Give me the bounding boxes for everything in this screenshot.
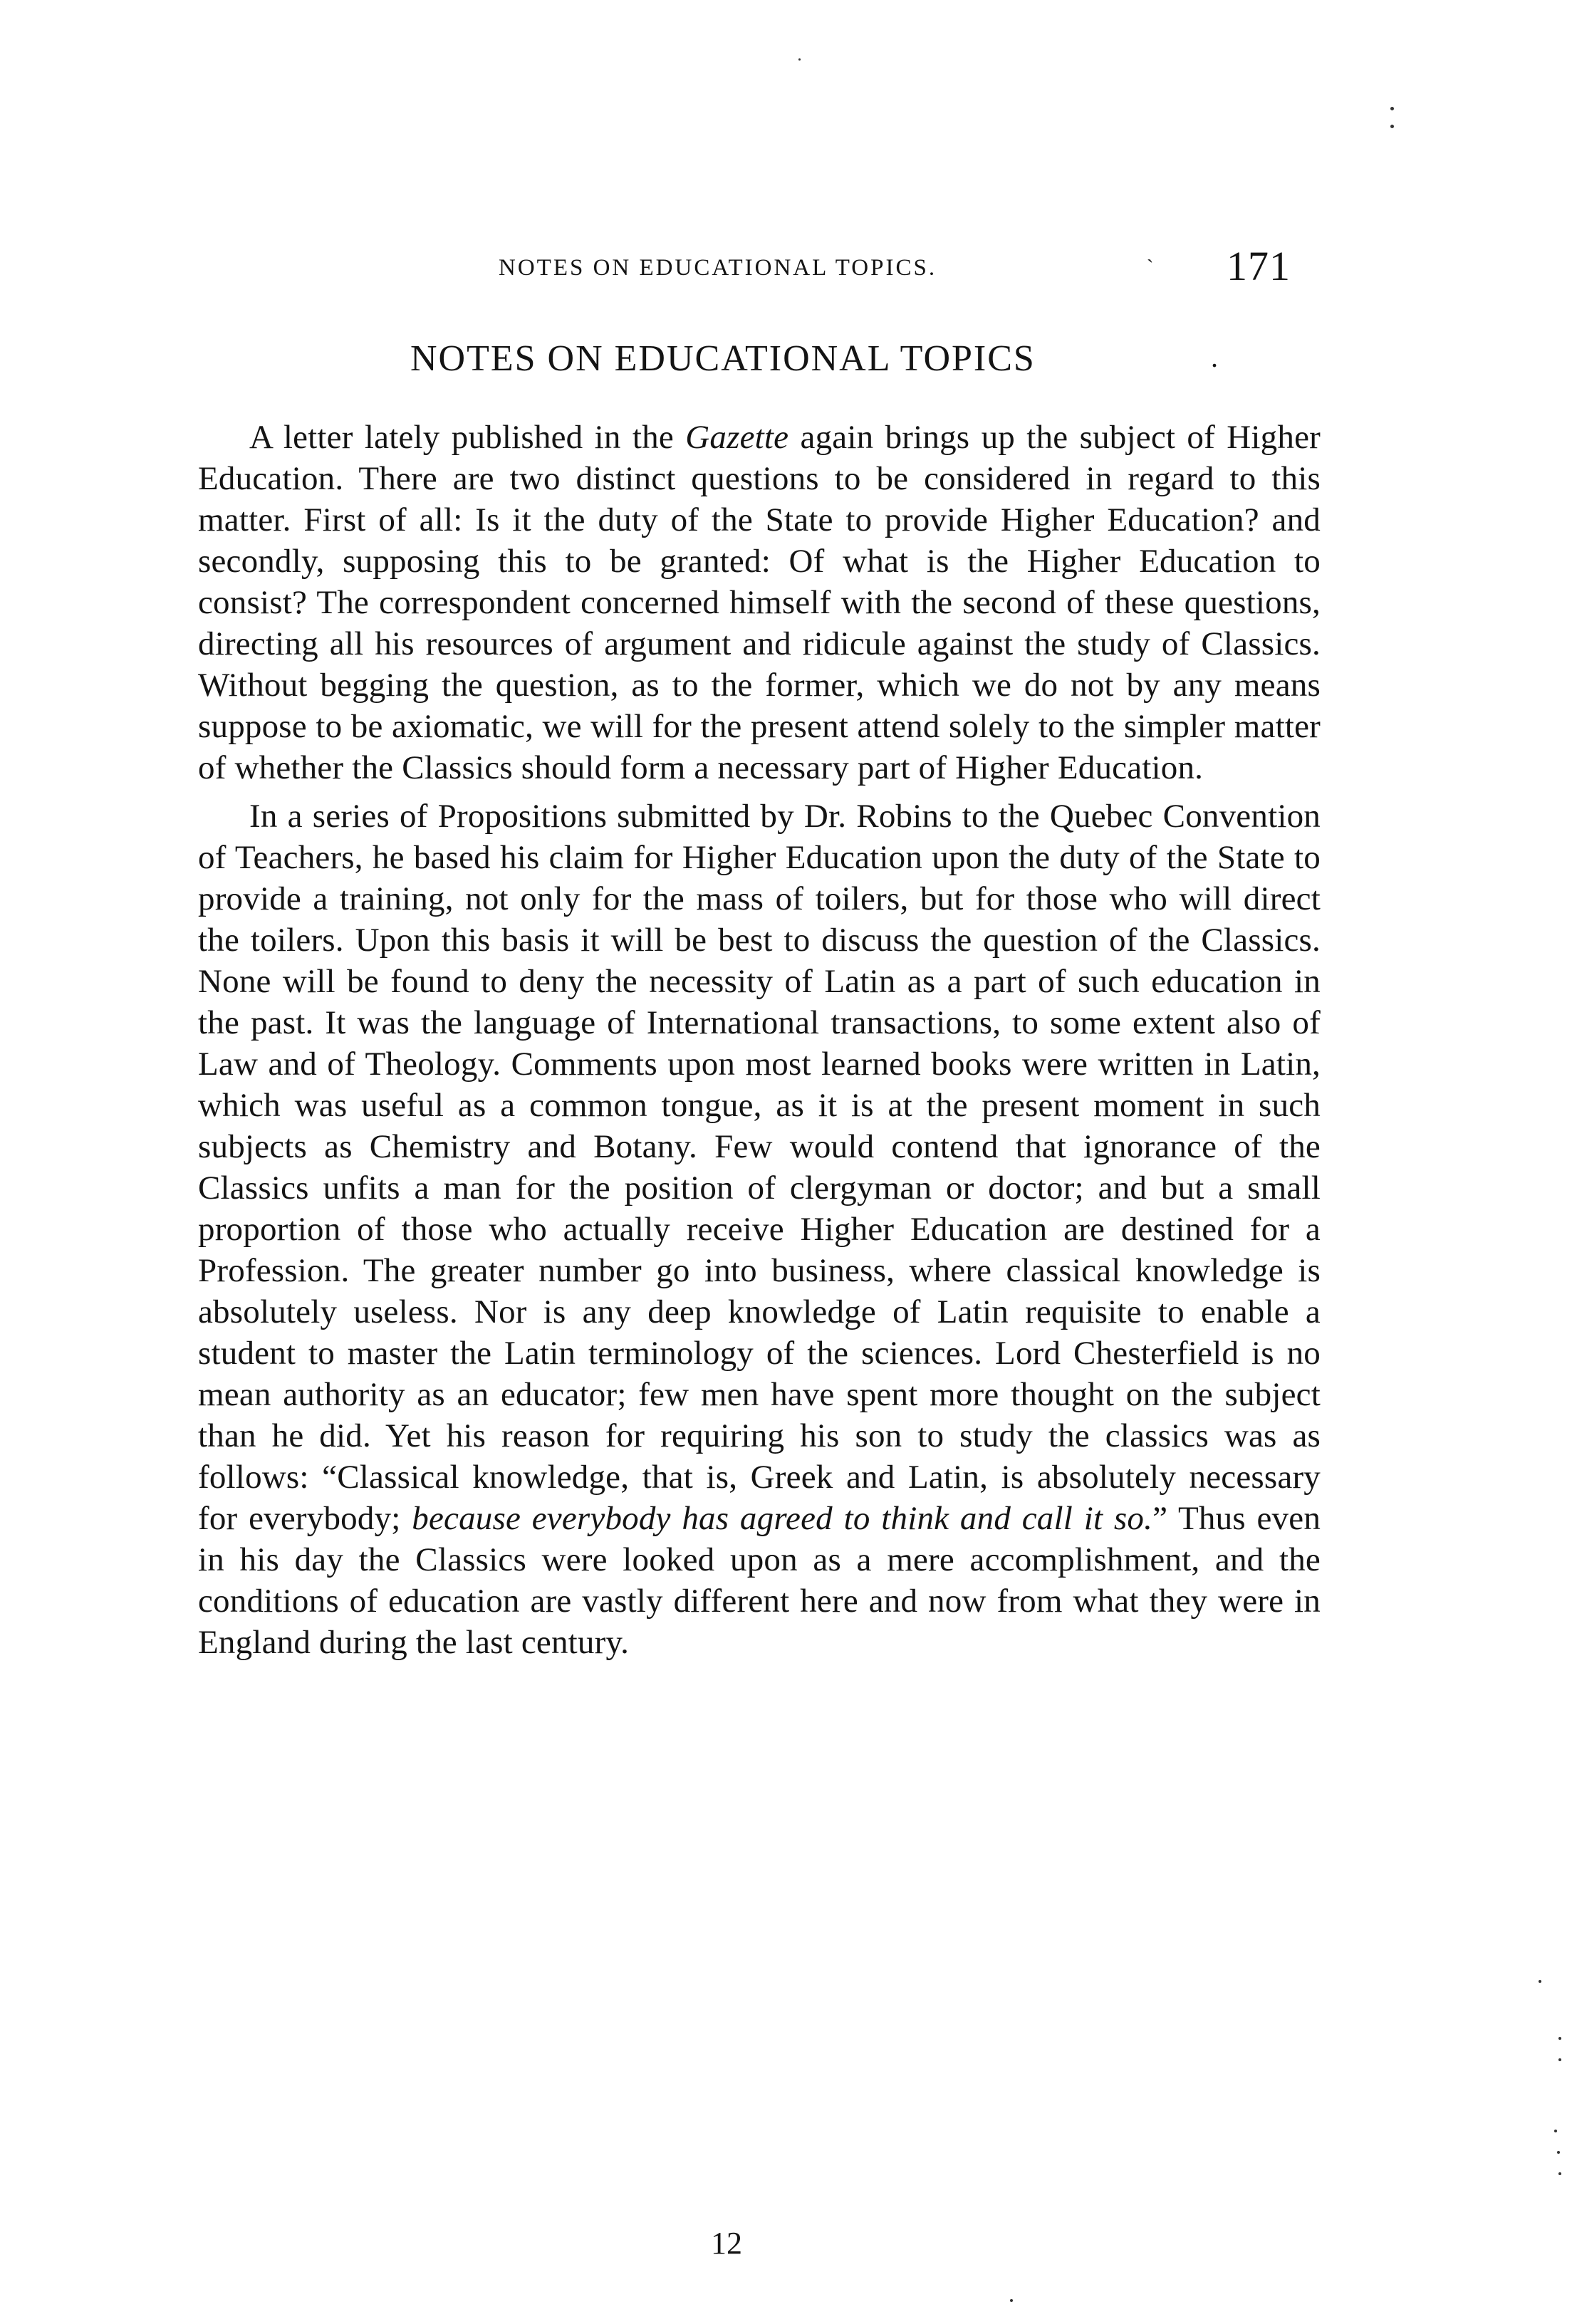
signature-mark: 12 bbox=[711, 2226, 742, 2261]
scan-speck bbox=[1557, 2151, 1560, 2154]
scan-speck bbox=[1558, 2172, 1561, 2175]
page-number: 171 bbox=[1227, 243, 1291, 289]
paragraph-2-text-a: In a series of Propositions submitted by Dr. Robins to the Quebec Convention of Teachers, he based his claim for Higher Education upon the duty of the State to provide a training, not only for the mass of toilers, but for those who will direct the toilers. Upon this basis it will be best to discuss the question of the Classics. None will be found to deny the necessity of Latin as a part of such education in the past. It was the language of International transactions, to some extent also of Law and of Theology. Comments upon most learned books were written in Latin, which was useful as a common tongue, as it is at the present moment in such subjects as Chemistry and Botany. Few would contend that ignorance of the Classics unfits a man for the position of clergyman or doctor; and but a small proportion of those who actually receive Higher Education are destined for a Profession. The greater number go into business, where classical knowledge is absolutely useless. Nor is any deep knowledge of Latin requisite to enable a student to master the Latin terminology of the sciences. Lord Chesterfield is no mean authority as an educator; few men have spent more thought on the subject than he did. Yet his reason for requiring his son to study the classics was as follows: “Classical knowledge, that is, Greek and Latin, is absolutely necessary for everybody; bbox=[198, 798, 1321, 1537]
paragraph-1-italic: Gazette bbox=[685, 419, 789, 456]
article-title: NOTES ON EDUCATIONAL TOPICS bbox=[410, 338, 1036, 379]
scan-speck bbox=[1558, 2058, 1561, 2061]
scan-speck bbox=[798, 58, 801, 61]
paragraph-2-text-b: ” Thus even in his day the Classics were looked upon as a mere accomplishment, and the conditions of education are vastly different here and now from what they were in England during the last century. bbox=[198, 1500, 1321, 1661]
paragraph-2-italic: because everybody has agreed to think and call it so. bbox=[412, 1500, 1153, 1537]
running-head-title: NOTES ON EDUCATIONAL TOPICS. bbox=[499, 255, 937, 281]
title-mark: . bbox=[1211, 341, 1218, 373]
scan-speck bbox=[1390, 107, 1394, 110]
running-head bbox=[499, 255, 1154, 281]
paragraph-1-text-a: A letter lately published in the bbox=[249, 419, 686, 456]
paragraph-2 bbox=[198, 796, 1321, 1663]
scan-speck bbox=[1539, 1980, 1541, 1983]
scan-speck bbox=[1558, 2037, 1561, 2040]
paragraph-1 bbox=[198, 417, 1321, 788]
scan-speck bbox=[1010, 2299, 1013, 2302]
article-body bbox=[198, 417, 1321, 1663]
running-head-mark: ` bbox=[1147, 256, 1154, 278]
scan-speck bbox=[1390, 125, 1394, 128]
scan-speck bbox=[1554, 2130, 1557, 2132]
paragraph-1-text-b: again brings up the subject of Higher Education. There are two distinct questions to be considered in regard to this matter. First of all: Is it the duty of the State to provide Higher Education? and secondly, supposing this to be granted: Of what is the Higher Education to consist? The correspondent concerned himself with the second of these questions, directing all his resources of argument and ridicule against the study of Classics. Without begging the question, as to the former, which we do not by any means suppose to be axiomatic, we will for the present attend solely to the simpler matter of whether the Classics should form a necessary part of Higher Education. bbox=[198, 419, 1321, 786]
